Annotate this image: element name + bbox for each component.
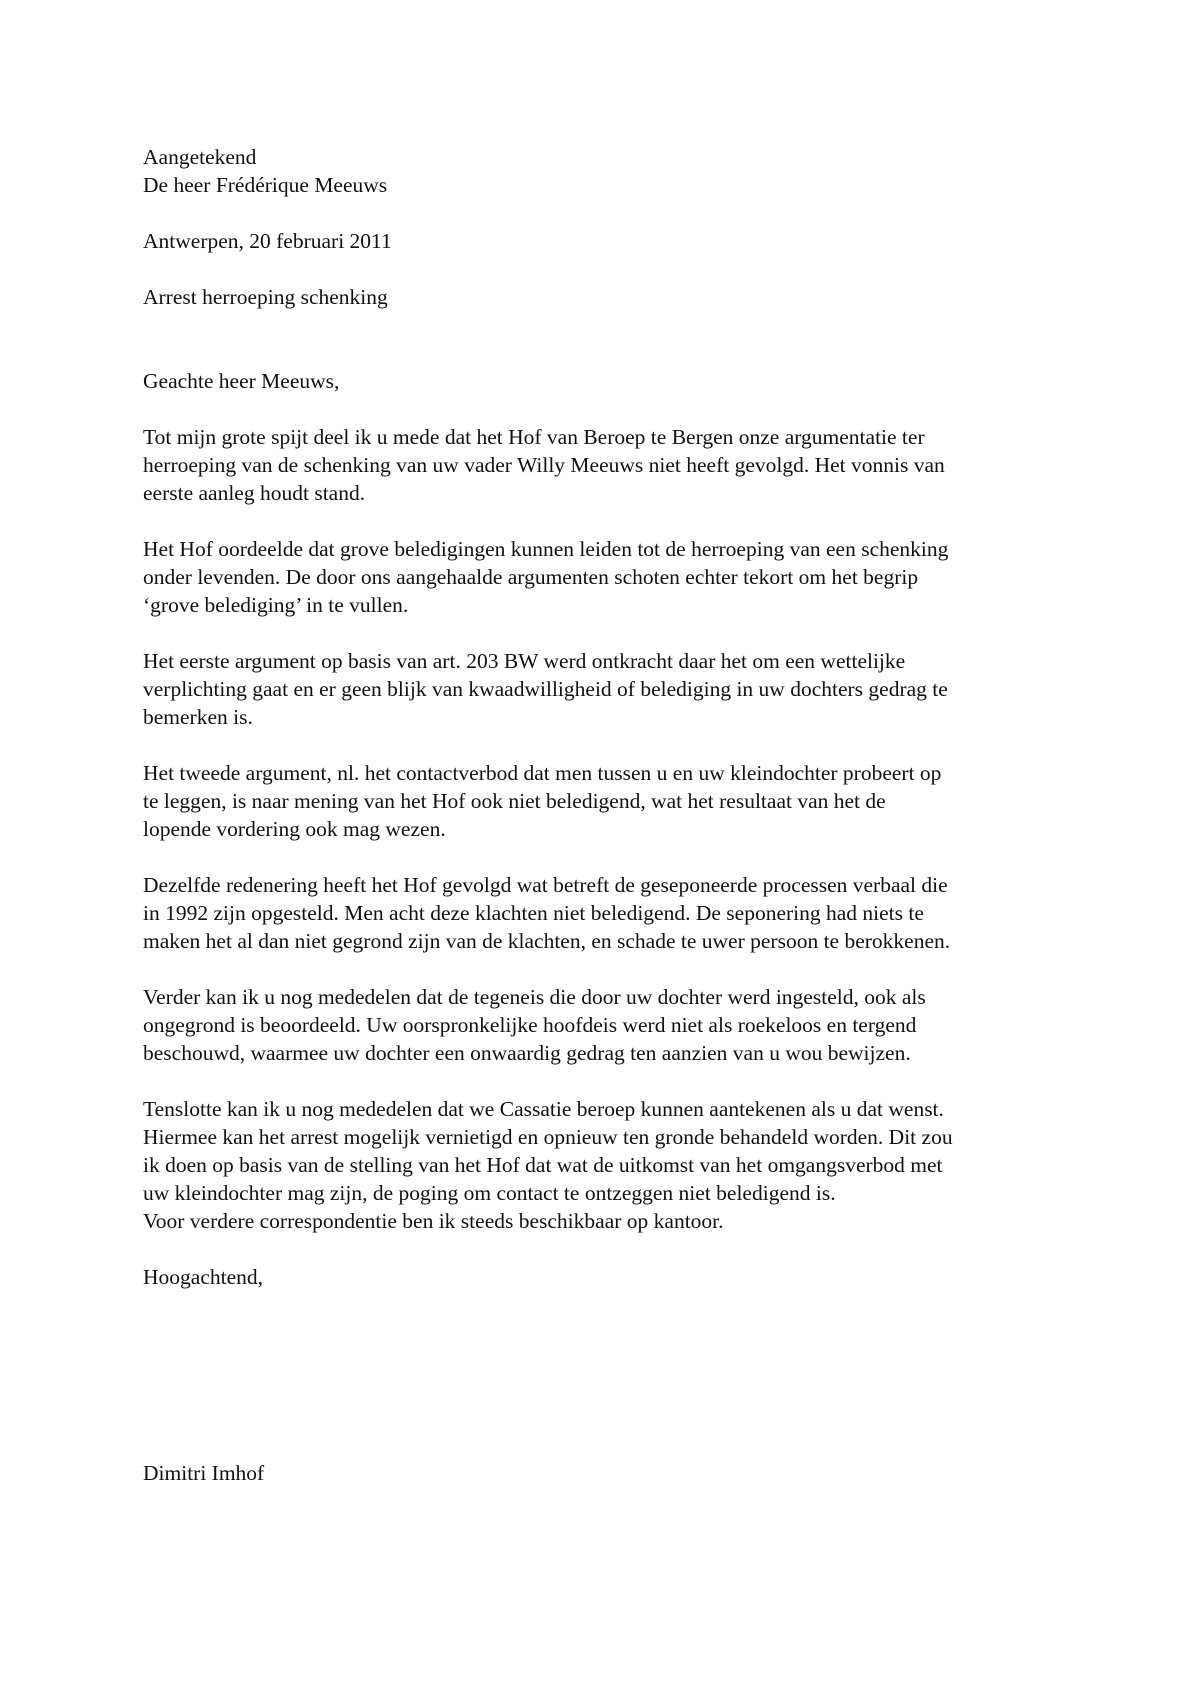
salutation: Geachte heer Meeuws, — [143, 369, 340, 393]
paragraph-line: Tot mijn grote spijt deel ik u mede dat het Hof van Beroep te Bergen onze argumentatie ter — [143, 425, 925, 449]
paragraph-4 — [143, 759, 1083, 843]
recipient-name: De heer Frédérique Meeuws — [143, 173, 388, 197]
paragraph-line: eerste aanleg houdt stand. — [143, 481, 366, 505]
paragraph-7 — [143, 1095, 1083, 1235]
registered-mail-label: Aangetekend — [143, 145, 257, 169]
paragraph-line: te leggen, is naar mening van het Hof ook niet beledigend, wat het resultaat van het de — [143, 789, 886, 813]
signature-name: Dimitri Imhof — [143, 1461, 265, 1485]
recipient-block — [143, 143, 1083, 199]
paragraph-line: ik doen op basis van de stelling van het Hof dat wat de uitkomst van het omgangsverbod met — [143, 1153, 943, 1177]
letter-subject: Arrest herroeping schenking — [143, 285, 388, 309]
paragraph-line: Het eerste argument op basis van art. 203 BW werd ontkracht daar het om een wettelijke — [143, 649, 906, 673]
paragraph-line: Tenslotte kan ik u nog mededelen dat we Cassatie beroep kunnen aantekenen als u dat wenst. — [143, 1097, 944, 1121]
paragraph-line: Het Hof oordeelde dat grove beledigingen kunnen leiden tot de herroeping van een schenking — [143, 537, 949, 561]
paragraph-line: uw kleindochter mag zijn, de poging om contact te ontzeggen niet beledigend is. — [143, 1181, 836, 1205]
paragraph-line: Hiermee kan het arrest mogelijk vernietigd en opnieuw ten gronde behandeld worden. Dit zou — [143, 1125, 953, 1149]
paragraph-line: beschouwd, waarmee uw dochter een onwaardig gedrag ten aanzien van u wou bewijzen. — [143, 1041, 911, 1065]
letter-body — [143, 143, 1083, 1487]
paragraph-1 — [143, 423, 1083, 507]
paragraph-line: verplichting gaat en er geen blijk van kwaadwilligheid of belediging in uw dochters gedrag te — [143, 677, 948, 701]
paragraph-line: bemerken is. — [143, 705, 253, 729]
paragraph-line: Dezelfde redenering heeft het Hof gevolgd wat betreft de geseponeerde processen verbaal die — [143, 873, 948, 897]
paragraph-line: ongegrond is beoordeeld. Uw oorspronkelijke hoofdeis werd niet als roekeloos en tergend — [143, 1013, 917, 1037]
paragraph-6 — [143, 983, 1083, 1067]
paragraph-line: Verder kan ik u nog mededelen dat de tegeneis die door uw dochter werd ingesteld, ook als — [143, 985, 926, 1009]
paragraph-line: Het tweede argument, nl. het contactverbod dat men tussen u en uw kleindochter probeert op — [143, 761, 942, 785]
paragraph-3 — [143, 647, 1083, 731]
paragraph-line: in 1992 zijn opgesteld. Men acht deze klachten niet beledigend. De seponering had niets te — [143, 901, 924, 925]
paragraph-line: ‘grove belediging’ in te vullen. — [143, 593, 409, 617]
paragraph-line: maken het al dan niet gegrond zijn van de klachten, en schade te uwer persoon te berokkenen. — [143, 929, 951, 953]
letter-date: Antwerpen, 20 februari 2011 — [143, 229, 392, 253]
paragraph-line: lopende vordering ook mag wezen. — [143, 817, 446, 841]
paragraph-line: Voor verdere correspondentie ben ik steeds beschikbaar op kantoor. — [143, 1209, 724, 1233]
paragraph-2 — [143, 535, 1083, 619]
paragraph-line: herroeping van de schenking van uw vader Willy Meeuws niet heeft gevolgd. Het vonnis van — [143, 453, 945, 477]
paragraph-5 — [143, 871, 1083, 955]
paragraph-line: onder levenden. De door ons aangehaalde argumenten schoten echter tekort om het begrip — [143, 565, 919, 589]
closing: Hoogachtend, — [143, 1265, 264, 1289]
